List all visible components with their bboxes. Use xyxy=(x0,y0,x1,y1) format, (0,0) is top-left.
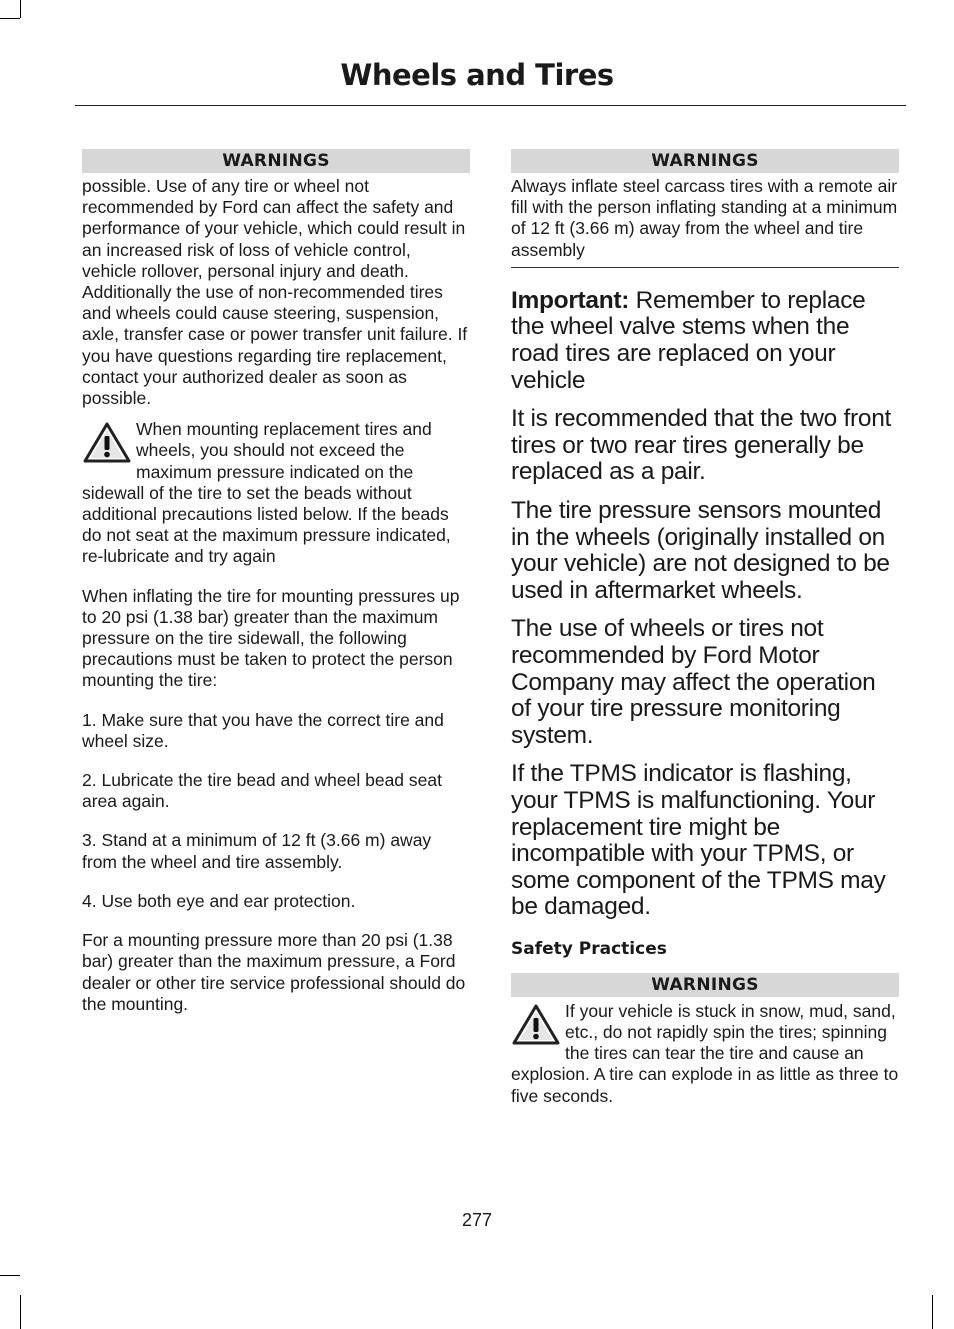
crop-mark xyxy=(0,1275,20,1276)
title-divider xyxy=(75,105,906,106)
warning-divider xyxy=(511,267,899,268)
mounting-paragraph: For a mounting pressure more than 20 psi (1.38 bar) greater than the maximum pressure, a Ford dealer or other tire service professional should do the mounting. xyxy=(82,930,466,1014)
warnings-header: WARNINGS xyxy=(82,149,470,173)
sensors-paragraph: The tire pressure sensors mounted in the wheels (originally installed on your vehicle) are not designed to be used in aftermarket wheels. xyxy=(511,496,890,604)
crop-mark xyxy=(20,1295,21,1329)
tpms-paragraph: If the TPMS indicator is flashing, your TPMS is malfunctioning. Your replacement tire might be incompatible with your TPMS, or some component of the TPMS may be damaged. xyxy=(511,760,886,921)
section-heading: Safety Practices xyxy=(511,938,667,959)
warning-triangle-icon xyxy=(511,1003,561,1047)
pair-paragraph: It is recommended that the two front tires or two rear tires generally be replaced as a pair. xyxy=(511,405,892,486)
right-column xyxy=(511,149,899,1107)
page-number: 277 xyxy=(461,1210,493,1230)
ford-paragraph: The use of wheels or tires not recommended by Ford Motor Company may affect the operation of your tire pressure monitoring system. xyxy=(511,615,876,749)
warning-continued-text: possible. Use of any tire or wheel not recommended by Ford can affect the safety and performance of your vehicle, which could result in an increased risk of loss of vehicle control, vehicle rollover, personal injury and death. Additionally the use of non-recommended tires and wheels could cause steering, suspension, axle, transfer case or power transfer unit failure. If you have questions regarding tire replacement, contact your authorized dealer as soon as possible. xyxy=(82,176,468,409)
warning-triangle-icon xyxy=(82,421,132,465)
warning-block xyxy=(511,1001,899,1107)
left-column xyxy=(82,149,470,1015)
step-item: 4. Use both eye and ear protection. xyxy=(82,890,356,911)
warning-mounting-text: When mounting replacement tires and wheels, you should not exceed the maximum pressure indicated on the sidewall of the tire to set the beads without additional precautions listed below. If the beads do not seat at the maximum pressure indicated, re-lubricate and try again xyxy=(82,419,451,567)
crop-mark xyxy=(932,1295,933,1329)
step-item: 2. Lubricate the tire bead and wheel bead seat area again. xyxy=(82,770,442,812)
step-item: 1. Make sure that you have the correct tire and wheel size. xyxy=(82,709,444,751)
inflating-paragraph: When inflating the tire for mounting pressures up to 20 psi (1.38 bar) greater than the maximum pressure on the tire sidewall, the following precautions must be taken to protect the person mounting the tire: xyxy=(82,585,460,691)
important-label: Important: xyxy=(511,286,630,314)
important-text: Remember to replace the wheel valve stems when the road tires are replaced on your vehicle xyxy=(511,286,866,394)
warning-steel-carcass-text: Always inflate steel carcass tires with a remote air fill with the person inflating standing at a minimum of 12 ft (3.66 m) away from the wheel and tire assembly xyxy=(511,176,898,260)
warnings-header: WARNINGS xyxy=(511,149,899,173)
step-item: 3. Stand at a minimum of 12 ft (3.66 m) away from the wheel and tire assembly. xyxy=(82,830,432,872)
warning-snow-text: If your vehicle is stuck in snow, mud, sand, etc., do not rapidly spin the tires; spinning the tires can tear the tire and cause an explosion. A tire can explode in as little as three to five seconds. xyxy=(511,1000,899,1106)
crop-mark xyxy=(0,18,20,19)
crop-mark xyxy=(20,0,21,18)
page-title: Wheels and Tires xyxy=(340,58,614,92)
important-paragraph xyxy=(511,288,899,394)
warning-block xyxy=(82,419,470,567)
warnings-header: WARNINGS xyxy=(511,973,899,997)
